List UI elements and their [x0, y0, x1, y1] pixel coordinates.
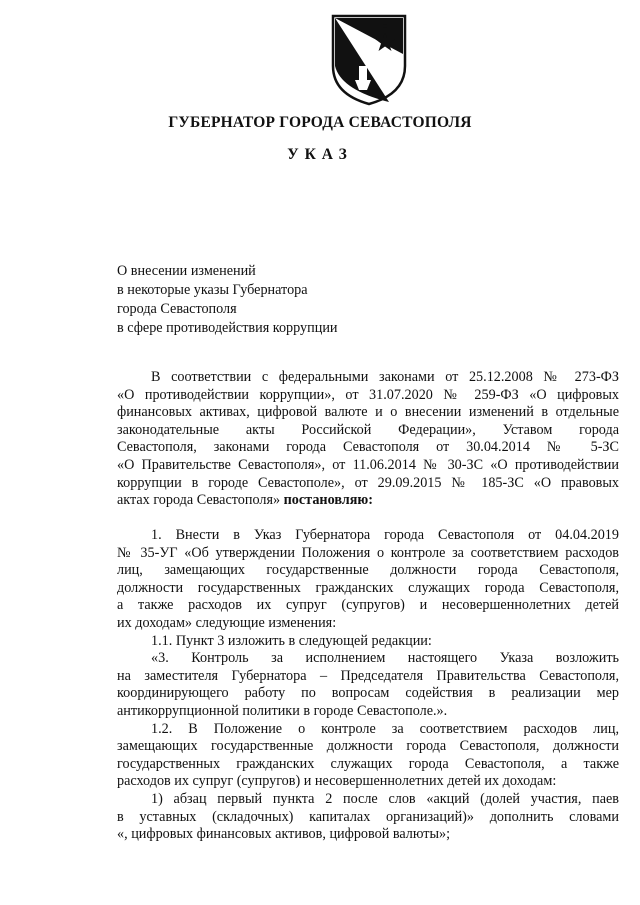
text-line: 1. Внести в Указ Губернатора города Севастополя от 04.04.2019 [151, 527, 619, 543]
page-title: ГУБЕРНАТОР ГОРОДА СЕВАСТОПОЛЯ [168, 114, 472, 131]
text-line: законодательные акты Российской Федерации», Уставом города [117, 421, 619, 438]
text-line: расходов их супруг (супругов) и несовершеннолетних детей их доходам: [117, 773, 557, 790]
main-body [117, 527, 619, 844]
text-line: лиц, замещающих государственные должности города Севастополя, [117, 562, 619, 579]
text-line: финансовых активах, цифровой валюте и о внесении изменений в отдельные [117, 404, 619, 421]
text-line: координирующего работу по вопросам содействия в реализации мер [117, 685, 619, 702]
text-line: антикоррупционной политики в городе Севастополе.». [117, 702, 448, 719]
text-line [117, 492, 619, 510]
text-line: их доходам» следующие изменения: [117, 614, 337, 631]
preamble-paragraph [117, 369, 619, 510]
subject-line: в некоторые указы Губернатора [117, 282, 308, 298]
decree-word: постановляю: [283, 492, 374, 509]
text-fragment: актах города Севастополя» [117, 492, 281, 509]
text-line: Севастополя, законами города Севастополя от 30.04.2014 № 5-ЗС [117, 439, 619, 456]
text-line: № 35-УГ «Об утверждении Положения о контроле за соответствием расходов [117, 544, 619, 561]
item-1 [117, 527, 619, 633]
item-1-2-1 [117, 791, 619, 844]
text-line: «3. Контроль за исполнением настоящего Указа возложить [151, 650, 619, 667]
text-line: «О противодействии коррупции», от 31.07.2020 № 259-ФЗ «О цифровых [117, 386, 619, 403]
subject-line: О внесении изменений [117, 263, 256, 279]
text-line: а также расходов их супруг (супругов) и несовершеннолетних детей [117, 597, 619, 614]
text-line: государственных гражданских служащих города Севастополя, а также [117, 755, 619, 772]
text-line: замещающих государственные должности города Севастополя, должности [117, 738, 619, 755]
text-line: должности государственных гражданских служащих города Севастополя, [117, 579, 619, 596]
text-line: 1.2. В Положение о контроле за соответствием расходов лиц, [151, 720, 619, 737]
coat-of-arms-icon [329, 14, 409, 106]
subject-line: города Севастополя [117, 301, 237, 317]
document-subject [117, 262, 338, 338]
subject-line: в сфере противодействия коррупции [117, 320, 338, 336]
text-line: «, цифровых финансовых активов, цифровой валюты»; [117, 826, 451, 843]
text-line: «О Правительстве Севастополя», от 11.06.2014 № 30-ЗС «О противодействии [117, 456, 619, 473]
text-line: В соответствии с федеральными законами от 25.12.2008 № 273-ФЗ [151, 369, 619, 385]
text-line: в уставных (складочных) капиталах организаций)» дополнить словами [117, 808, 619, 825]
text-line: коррупции в городе Севастополе», от 29.09.2015 № 185-ЗС «О правовых [117, 474, 619, 491]
document-type: УКАЗ [287, 146, 353, 163]
text-line: 1) абзац первый пункта 2 после слов «акций (долей участия, паев [151, 790, 619, 807]
text-line: на заместителя Губернатора – Председателя Правительства Севастополя, [117, 667, 619, 684]
item-1-1 [117, 633, 619, 651]
text-line: 1.1. Пункт 3 изложить в следующей редакции: [151, 632, 432, 649]
item-1-1-text [117, 650, 619, 720]
item-1-2 [117, 721, 619, 791]
